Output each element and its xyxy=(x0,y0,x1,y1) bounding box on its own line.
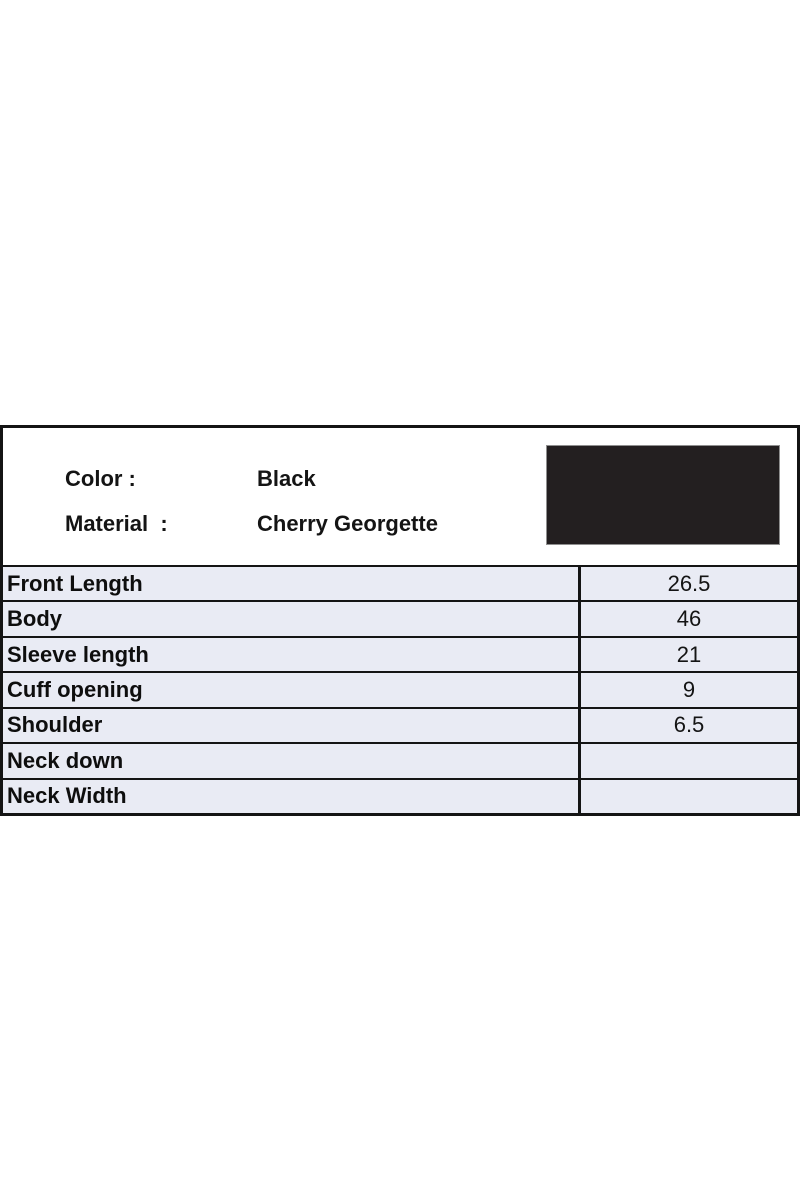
color-row xyxy=(65,466,316,492)
measurement-label: Neck Width xyxy=(7,783,127,809)
measurement-label: Front Length xyxy=(7,570,143,596)
material-value: Cherry Georgette xyxy=(257,511,438,536)
measurement-label: Cuff opening xyxy=(7,676,143,702)
measurement-value xyxy=(578,744,797,777)
table-row xyxy=(3,778,797,813)
material-row xyxy=(65,511,438,537)
table-row xyxy=(3,671,797,706)
measurement-label: Neck down xyxy=(7,747,124,773)
measurement-label: Sleeve length xyxy=(7,641,149,667)
color-value: Black xyxy=(257,466,316,491)
color-swatch xyxy=(546,445,780,545)
table-row xyxy=(3,707,797,742)
measurement-value xyxy=(578,780,797,813)
size-table xyxy=(3,565,797,813)
measurement-value: 9 xyxy=(578,673,797,706)
measurement-value: 6.5 xyxy=(578,709,797,742)
table-row xyxy=(3,636,797,671)
color-label: Color : xyxy=(65,466,136,491)
material-label: Material : xyxy=(65,511,168,536)
measurement-value: 21 xyxy=(578,638,797,671)
product-spec-panel xyxy=(0,425,800,816)
measurement-label: Shoulder xyxy=(7,712,103,738)
product-info-header xyxy=(3,428,797,565)
table-row xyxy=(3,565,797,600)
measurement-value: 26.5 xyxy=(578,567,797,600)
table-row xyxy=(3,600,797,635)
measurement-label: Body xyxy=(7,606,62,632)
table-row xyxy=(3,742,797,777)
measurement-value: 46 xyxy=(578,602,797,635)
